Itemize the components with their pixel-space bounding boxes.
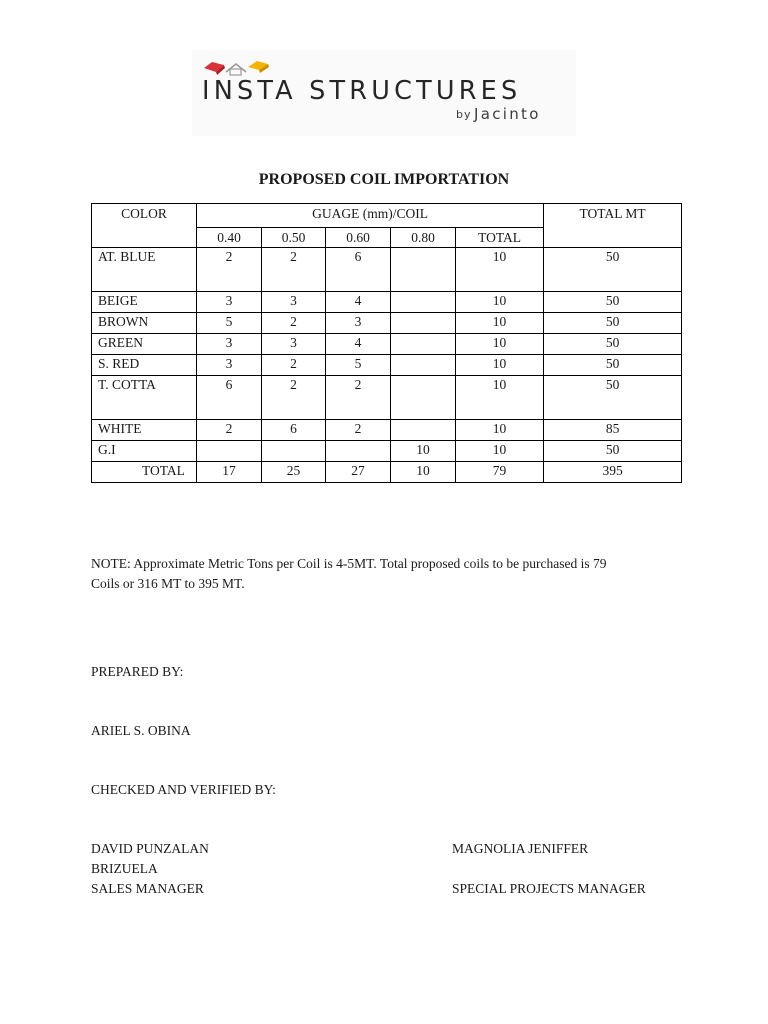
table-row bbox=[92, 441, 682, 462]
signatory-left-name-2: BRIZUELA bbox=[91, 861, 158, 876]
header-color: COLOR bbox=[92, 204, 197, 248]
row-color: S. RED bbox=[92, 355, 197, 376]
cell-060: 3 bbox=[326, 313, 391, 334]
cell-total: 10 bbox=[456, 441, 544, 462]
cell-040 bbox=[197, 441, 262, 462]
prepared-by-label: PREPARED BY: bbox=[91, 664, 184, 679]
cell-040: 3 bbox=[197, 355, 262, 376]
cell-050: 6 bbox=[262, 420, 326, 441]
cell-050: 2 bbox=[262, 355, 326, 376]
prepared-by-name: ARIEL S. OBINA bbox=[91, 723, 191, 738]
header-gauge-050: 0.50 bbox=[262, 228, 326, 248]
signatory-right-title: SPECIAL PROJECTS MANAGER bbox=[452, 881, 646, 896]
cell-080 bbox=[391, 376, 456, 420]
cell-total-mt: 50 bbox=[544, 292, 682, 313]
roof-icons bbox=[202, 58, 274, 76]
total-040: 17 bbox=[197, 462, 262, 483]
cell-060 bbox=[326, 441, 391, 462]
cell-total: 10 bbox=[456, 420, 544, 441]
total-mt: 395 bbox=[544, 462, 682, 483]
cell-total: 10 bbox=[456, 313, 544, 334]
company-logo bbox=[192, 50, 576, 136]
note-line-1: NOTE: Approximate Metric Tons per Coil is 4-5MT. Total proposed coils to be purchased is 79 bbox=[91, 556, 607, 571]
header-guage: GUAGE (mm)/COIL bbox=[197, 204, 544, 228]
cell-total: 10 bbox=[456, 248, 544, 292]
cell-050: 3 bbox=[262, 292, 326, 313]
cell-060: 4 bbox=[326, 334, 391, 355]
cell-050: 2 bbox=[262, 376, 326, 420]
cell-total: 10 bbox=[456, 334, 544, 355]
row-color: AT. BLUE bbox=[92, 248, 197, 292]
cell-050: 2 bbox=[262, 248, 326, 292]
totals-label: TOTAL bbox=[92, 462, 197, 483]
cell-060: 5 bbox=[326, 355, 391, 376]
cell-050: 3 bbox=[262, 334, 326, 355]
table-row bbox=[92, 334, 682, 355]
cell-total-mt: 85 bbox=[544, 420, 682, 441]
header-gauge-040: 0.40 bbox=[197, 228, 262, 248]
cell-060: 2 bbox=[326, 376, 391, 420]
document-title: PROPOSED COIL IMPORTATION bbox=[258, 171, 510, 188]
cell-040: 2 bbox=[197, 248, 262, 292]
logo-brand: Jacinto bbox=[474, 105, 541, 123]
cell-total: 10 bbox=[456, 355, 544, 376]
header-gauge-080: 0.80 bbox=[391, 228, 456, 248]
header-gauge-total: TOTAL bbox=[456, 228, 544, 248]
header-gauge-060: 0.60 bbox=[326, 228, 391, 248]
cell-040: 3 bbox=[197, 292, 262, 313]
cell-060: 6 bbox=[326, 248, 391, 292]
table-row bbox=[92, 248, 682, 292]
table-header-row bbox=[92, 204, 682, 228]
cell-total-mt: 50 bbox=[544, 355, 682, 376]
cell-040: 2 bbox=[197, 420, 262, 441]
row-color: T. COTTA bbox=[92, 376, 197, 420]
cell-total: 10 bbox=[456, 292, 544, 313]
table-totals-row bbox=[92, 462, 682, 483]
cell-080 bbox=[391, 248, 456, 292]
signatory-left-name-1: DAVID PUNZALAN bbox=[91, 841, 209, 856]
table-row bbox=[92, 420, 682, 441]
cell-040: 5 bbox=[197, 313, 262, 334]
signatory-left-title: SALES MANAGER bbox=[91, 881, 204, 896]
logo-wordmark: INSTA STRUCTURES bbox=[202, 76, 522, 106]
total-060: 27 bbox=[326, 462, 391, 483]
row-color: BEIGE bbox=[92, 292, 197, 313]
total-050: 25 bbox=[262, 462, 326, 483]
total-coils: 79 bbox=[456, 462, 544, 483]
cell-total-mt: 50 bbox=[544, 248, 682, 292]
table-row bbox=[92, 292, 682, 313]
row-color: WHITE bbox=[92, 420, 197, 441]
signatory-right-name: MAGNOLIA JENIFFER bbox=[452, 841, 589, 856]
logo-by: by bbox=[456, 108, 472, 121]
row-color: BROWN bbox=[92, 313, 197, 334]
cell-080: 10 bbox=[391, 441, 456, 462]
table-row bbox=[92, 313, 682, 334]
table-row bbox=[92, 355, 682, 376]
cell-total: 10 bbox=[456, 376, 544, 420]
cell-total-mt: 50 bbox=[544, 441, 682, 462]
cell-total-mt: 50 bbox=[544, 334, 682, 355]
cell-080 bbox=[391, 355, 456, 376]
cell-080 bbox=[391, 420, 456, 441]
total-080: 10 bbox=[391, 462, 456, 483]
cell-080 bbox=[391, 292, 456, 313]
cell-080 bbox=[391, 313, 456, 334]
cell-040: 3 bbox=[197, 334, 262, 355]
cell-total-mt: 50 bbox=[544, 376, 682, 420]
row-color: GREEN bbox=[92, 334, 197, 355]
cell-060: 4 bbox=[326, 292, 391, 313]
cell-060: 2 bbox=[326, 420, 391, 441]
row-color: G.I bbox=[92, 441, 197, 462]
checked-label: CHECKED AND VERIFIED BY: bbox=[91, 782, 276, 797]
cell-040: 6 bbox=[197, 376, 262, 420]
gray-house-icon bbox=[226, 64, 246, 72]
cell-080 bbox=[391, 334, 456, 355]
cell-050: 2 bbox=[262, 313, 326, 334]
cell-total-mt: 50 bbox=[544, 313, 682, 334]
note-line-2: Coils or 316 MT to 395 MT. bbox=[91, 576, 245, 591]
cell-050 bbox=[262, 441, 326, 462]
header-total-mt: TOTAL MT bbox=[544, 204, 682, 248]
note bbox=[91, 554, 691, 594]
coil-table bbox=[91, 203, 682, 483]
table-row bbox=[92, 376, 682, 420]
